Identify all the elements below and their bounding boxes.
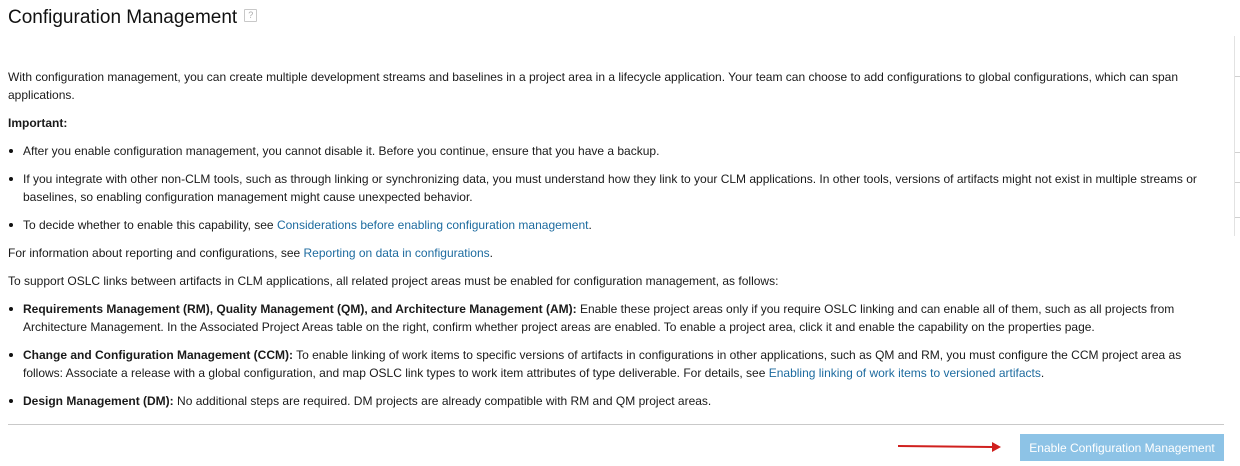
important-list — [8, 142, 1218, 234]
list-item: Design Management (DM): No additional steps are required. DM projects are already compatible with RM and QM project areas. — [8, 392, 1218, 410]
page-title — [8, 7, 257, 29]
oslc-intro-paragraph: To support OSLC links between artifacts in CLM applications, all related project areas must be enabled for configuration management, as follows: — [8, 274, 779, 288]
list-item: After you enable configuration management, you cannot disable it. Before you continue, ensure that you have a backup. — [8, 142, 1218, 160]
scroll-tick — [1235, 217, 1240, 218]
divider — [8, 424, 1224, 425]
list-item: To decide whether to enable this capability, see Considerations before enabling configuration management. — [8, 216, 1218, 234]
reporting-link[interactable]: Reporting on data in configurations — [303, 246, 490, 260]
red-arrow-icon — [896, 438, 1002, 456]
list-item: If you integrate with other non-CLM tools, such as through linking or synchronizing data, you must understand how they link to your CLM applications. In other tools, versions of artifacts might not exist in multiple streams or baselines, so enabling configuration management might cause unexpected behavior. — [8, 170, 1218, 206]
scroll-tick — [1235, 152, 1240, 153]
important-label: Important: — [8, 116, 68, 130]
considerations-link[interactable]: Considerations before enabling configuration management — [276, 218, 589, 232]
description-content — [8, 68, 1218, 420]
scrollbar[interactable] — [1234, 36, 1240, 236]
enabling-linking-link[interactable]: Enabling linking of work items to versioned artifacts — [768, 366, 1041, 380]
list-item: Change and Configuration Management (CCM): To enable linking of work items to specific versions of artifacts in configurations in other applications, such as QM and RM, you must configure the CCM project area as follows: Associate a release with a global configuration, and map OSLC link types to work item attributes of type deliverable. For details, see Enabling linking of work items to versioned artifacts. — [8, 346, 1218, 382]
reporting-paragraph: For information about reporting and configurations, see Reporting on data in configurations. — [8, 246, 493, 260]
application-list — [8, 300, 1218, 410]
help-icon[interactable]: ? — [244, 9, 257, 22]
scroll-tick — [1235, 76, 1240, 77]
list-item: Requirements Management (RM), Quality Management (QM), and Architecture Management (AM): Enable these project areas only if you require OSLC linking and can enable all of them, such as all projects from Architecture Management. In the Associated Project Areas table on the right, confirm whether project areas are enabled. To enable a project area, click it and enable the capability on the properties page. — [8, 300, 1218, 336]
enable-configuration-management-button[interactable]: Enable Configuration Management — [1020, 434, 1224, 461]
scroll-tick — [1235, 182, 1240, 183]
page-title-text: Configuration Management — [8, 7, 238, 28]
intro-paragraph: With configuration management, you can create multiple development streams and baselines in a project area in a lifecycle application. Your team can choose to add configurations to global configurations, which can span applications. — [8, 70, 1179, 102]
